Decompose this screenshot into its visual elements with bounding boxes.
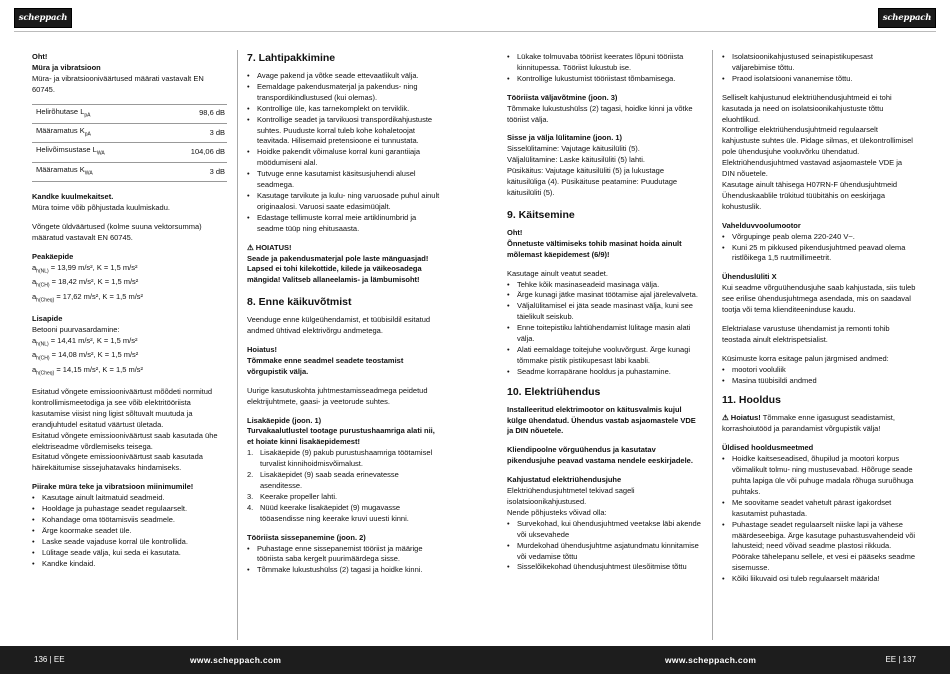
list-item: • Kohandage oma töötamisviis seadmele.: [32, 515, 227, 526]
list-item: • Me soovitame seadet vahetult pärast igakordset kasutamist puhastada.: [722, 498, 917, 520]
list-item: • Survekohad, kui ühendusjuhtmed veetakse läbi akende või uksevahede: [507, 519, 702, 541]
noise-value: 3 dB: [158, 124, 227, 143]
list-item: • Edastage tellimuste korral meie artiklinumbrid ja seadme tüüp ning ehitusaasta.: [247, 213, 442, 235]
general-maintenance-list: [722, 454, 917, 585]
column-divider: [237, 50, 238, 640]
noise-label: Helivõimsustase $L_{WA}$: [32, 143, 158, 162]
main-handle-title: Peakäepide: [32, 251, 74, 261]
noise-table: [32, 104, 227, 183]
list-item: • Kõiki liikuvaid osi tuleb regulaarselt määrida!: [722, 574, 917, 585]
vibration-value: $a_{h(CH)} = 18,42$ m/s², K = 1,5 m/s²: [32, 277, 139, 289]
list-item: • Tõmmake lukustushülss (2) tagasi ja hoidke kinni.: [247, 565, 442, 576]
column-2: [247, 52, 442, 584]
list-item: • Isolatsioonikahjustused seinapistikupesast väljarebimise tõttu.: [722, 52, 917, 74]
aux-handle-steps: [247, 448, 442, 524]
header-divider: [14, 31, 936, 32]
list-item: • Lükake tolmuvaba tööriist keerates lõpuni tööriista kinnitupessa. Tööriist lukustub ise.: [507, 52, 702, 74]
list-item: • mootori vooluliik: [722, 365, 917, 376]
vibration-value: $a_{h(Cheq)} = 17,62$ m/s², K = 1,5 m/s²: [32, 291, 144, 304]
list-item: • Laske seade vajaduse korral üle kontrollida.: [32, 537, 227, 548]
unpack-list: [247, 71, 442, 235]
aux-handle-bold: Turvakaalutlustel tootage purustushaamriga alati nii, et hoiate kinni lisakäepidemest!: [247, 426, 435, 447]
noise-label: Helirõhutase $L_{pA}$: [32, 104, 158, 123]
list-item: • Lülitage seade välja, kui seda ei kasutata.: [32, 548, 227, 559]
list-item: • Enne toitepistiku lahtiühendamist lülitage masin alati välja.: [507, 323, 702, 345]
electric-bold-1: Installeeritud elektrimootor on käitusvalmis kujul külge ühendatud. Ühendus vastab asjaomastele VDE ja DIN nõuetele.: [507, 404, 696, 436]
section-7-heading: 7. Lahtipakkimine: [247, 52, 336, 64]
connection-text: Kui seadme võrguühendusjuhe saab kahjustada, siis tuleb see erilise ühendusjuhtmega asendada, mis on saadaval tootja või tema klienditeeninduse kaudu.: [722, 283, 916, 315]
damage-continued-list: [722, 52, 917, 85]
insert-tool-list: [247, 544, 442, 577]
danger-title: Oht!: [32, 52, 48, 61]
list-item: • Avage pakend ja võtke seade ettevaatlikult välja.: [247, 71, 442, 82]
remove-tool-title: Tööriista väljavõtmine (joon. 3): [507, 92, 618, 102]
list-item: • Sisselõikekohad ühendusjuhtmest ülesõitmise tõttu: [507, 562, 702, 573]
column-divider: [712, 50, 713, 640]
limit-list: [32, 493, 227, 569]
aux-handle-values: [32, 336, 227, 379]
noise-value: 98,6 dB: [158, 104, 227, 123]
footer-bar: [0, 646, 950, 674]
list-item: • Kasutage ainult laitmatuid seadmeid.: [32, 493, 227, 504]
cable-text: Selliselt kahjustunud elektriühendusjuhtmeid ei tohi kasutada ja need on isolatsioonikahjustuste tõttu eluohtlikud. Kontrollige elektriühendusjuhtmeid regulaarselt kahjustuste suhtes üle. Pidage silmas, et ülekontrollimisel pole ühendusjuhe vooluvõrku ühendatud. Elektriühendusjuhtmed vastavad asjaomastele VDE ja DIN nõuetele. Kasutage ainult tähisega H07RN-F ühendusjuhtmeid Ühenduskaablile trükitud tüübitähis on eeskirjaga kohustuslik.: [722, 92, 913, 211]
column-1: [32, 52, 227, 578]
step-item: 3. Keerake propeller lahti.: [247, 491, 338, 501]
scheppach-logo: scheppach: [878, 8, 936, 28]
column-3: [507, 52, 702, 581]
danger-text: Õnnetuste vältimiseks tohib masinat hoida ainult mõlemast käepidemest (6/9)!: [507, 238, 682, 259]
warning-label: ⚠ HOIATUS!: [247, 242, 292, 252]
ear-protection-title: Kandke kuulmekaitset.: [32, 192, 114, 202]
section-10-heading: 10. Elektriühendus: [507, 385, 601, 398]
noise-vibration-title: Müra ja vibratsioon: [32, 62, 101, 72]
list-item: • Kasutage tarvikute ja kulu- ning varuosade puhul ainult originaalosi. Varuosi saate edasimüüjalt.: [247, 191, 442, 213]
list-item: • Tutvuge enne kasutamist käsitsusjuhendi alusel seadmega.: [247, 169, 442, 191]
connection-title: Ühenduslüliti X: [722, 272, 777, 282]
list-item: • Hooldage ja puhastage seadet regulaarselt.: [32, 504, 227, 515]
noise-value: 104,06 dB: [158, 143, 227, 162]
vibration-intro: Võngete üldväärtused (kolme suuna vektorsumma) määratud vastavalt EN 60745.: [32, 222, 202, 242]
aux-handle-title: Lisapide: [32, 314, 63, 323]
damaged-cable-text: Elektriühendusjuhtmetel tekivad sageli isolatsioonikahjustused. Nende põhjusteks võivad olla:: [507, 486, 635, 517]
use-list: [507, 280, 702, 378]
noise-intro: Müra- ja vibratsiooniväärtused määrati vastavalt EN 60745.: [32, 73, 204, 94]
maintenance-warning: [722, 413, 917, 435]
list-item: • Kandke kindaid.: [32, 559, 227, 570]
list-item: • Praod isolatsiooni vananemise tõttu.: [722, 74, 917, 85]
list-item: • Hoidke kaitseseadised, õhupilud ja mootori korpus võimalikult tolmu- ning mustusevabad. Hõõruge seade puhta lapiga üle või puhuge madala rõhuga suruõhuga puhtaks.: [722, 454, 917, 498]
left-page-number: 136 | EE: [34, 655, 65, 664]
list-item: • Murdekohad ühendusjuhtme asjatundmatu kinnitamise või vedamise tõttu: [507, 541, 702, 563]
switch-title: Sisse ja välja lülitamine (joon. 1): [507, 133, 623, 143]
insert-tool-title: Tööriista sissepanemine (joon. 2): [247, 532, 366, 542]
remove-tool-text: Tõmmake lukustushülss (2) tagasi, hoidke kinni ja võtke tööriist välja.: [507, 103, 693, 124]
list-item: • Alati eemaldage toitejuhe vooluvõrgust. Ärge kunagi tõmmake pistik pistikupesast läbi kaabli.: [507, 345, 702, 367]
list-item: • Võrgupinge peab olema 220-240 V~.: [722, 232, 917, 243]
section-11-heading: 11. Hooldus: [722, 394, 781, 407]
right-page-number: EE | 137: [885, 655, 916, 664]
noise-row: [32, 162, 227, 181]
step-item: 4. Nüüd keerake lisakäepidet (9) mugavasse tööasendisse ning keerake kruvi uuesti kinni.: [247, 502, 409, 523]
damaged-cable-title: Kahjustatud elektriühendusjuhe: [507, 475, 622, 485]
footer-url-right[interactable]: www.scheppach.com: [665, 655, 757, 665]
noise-label: Määramatus $K_{pA}$: [32, 124, 158, 143]
before-use-text: Veenduge enne külgeühendamist, et tüübisildil esitatud andmed ühtivad elektrivõrgu andmetega.: [247, 315, 431, 336]
list-item: • Kontrollige lukustumist tööriistast tõmbamisega.: [507, 74, 702, 85]
damaged-cable-list: [507, 519, 702, 574]
use-intro: Kasutage ainult veatut seadet.: [507, 268, 608, 278]
ask-list: [722, 365, 917, 387]
limit-title: Piirake müra teke ja vibratsioon miinimumile!: [32, 482, 194, 492]
warning2-title: Hoiatus!: [247, 345, 277, 355]
list-item: • Ärge kunagi jätke masinat töötamise ajal järelevalveta.: [507, 290, 702, 301]
list-item: • Puhastage seadet regulaarselt niiske lapi ja vähese määrdeseebiga. Ärge kasutage puhastusvahendeid või lahusteid; need võivad seadme plastosi rikkuda. Pöörake tähelepanu sellele, et vesi ei pääseks seadme sisemusse.: [722, 520, 917, 575]
emission-text: Esitatud võngete emissiooniväärtust mõõdeti normitud kontrollimismeetodiga ja see võib elektritööriista kasutamise viisist ning ligist sõltuvalt muutuda ja erandjuhtudel esitatud väärtust ületada. Esitatud võngete emissiooniväärtust saab kasutada ühe elektriseadme võrdlemiseks teisega. Esitatud võngete emissiooniväärtust saab kasutada häirekäitumise sissejuhatavaks hindamiseks.: [32, 387, 218, 473]
noise-row: [32, 143, 227, 162]
warning-text: Seade ja pakendusmaterjal pole laste mänguasjad! Lapsed ei tohi kilekottide, kilede ja väikeosadega mängida! Valitseb allaneelamis- ja lämbumisoht!: [247, 253, 429, 285]
switch-text: Sisselülitamine: Vajutage käitusilüliti (5). Väljalülitamine: Laske käitusilüliti (5) lahti. Püsikäitus: Vajutage käitusilüliti (5) ja lukustage käitusilüliga (4). Püsikäituse peatamine: Puudutage käitusilüliti (5).: [507, 144, 678, 197]
noise-label: Määramatus $K_{WA}$: [32, 162, 158, 181]
ac-motor-list: [722, 232, 917, 265]
section-9-heading: 9. Käitsemine: [507, 208, 575, 221]
list-item: • Kuni 25 m pikkused pikendusjuhtmed peavad olema ristlõikega 1,5 ruutmillimeetrit.: [722, 243, 917, 265]
main-handle-values: [32, 263, 227, 306]
scheppach-logo: scheppach: [14, 8, 72, 28]
warning-label: ⚠ Hoiatus!: [722, 413, 761, 423]
column-4: [722, 52, 917, 593]
warning2-text: Tõmmake enne seadmel seadete teostamist võrgupistik välja.: [247, 355, 404, 376]
list-item: • Eemaldage pakendusmaterjal ja pakendus- ning transpordikindlustused (kui olemas).: [247, 82, 442, 104]
aux-handle-section-title: Lisakäepide (joon. 1): [247, 415, 322, 425]
step-item: 2. Lisakäepidet (9) saab seada erinevatesse asenditesse.: [247, 470, 399, 490]
list-item: • Kontrollige üle, kas tarnekomplekt on terviklik.: [247, 104, 442, 115]
noise-value: 3 dB: [158, 162, 227, 181]
ask-text: Küsimuste korra esitage palun järgmised andmed:: [722, 353, 889, 363]
vibration-value: $a_{h(CH)} = 14,08$ m/s², K = 1,5 m/s²: [32, 350, 139, 362]
repair-text: Elektrialase varustuse ühendamist ja remonti tohib teostada ainult elektrispetsialist.: [722, 323, 890, 344]
list-item: • Masina tüübisildi andmed: [722, 376, 917, 387]
vibration-value: $a_{h(Cheq)} = 14,15$ m/s², K = 1,5 m/s²: [32, 364, 144, 377]
list-item: • Seadme korrapärane hooldus ja puhastamine.: [507, 367, 702, 378]
list-item: • Puhastage enne sissepanemist tööriist ja määrige tööriista saba kergelt puurimäärdega sisse.: [247, 544, 442, 566]
section-8-heading: 8. Enne käikuvõtmist: [247, 296, 352, 309]
list-item: • Ärge koormake seadet üle.: [32, 526, 227, 537]
noise-row: [32, 104, 227, 123]
list-item: • Tehke kõik masinaseadeid masinaga välja.: [507, 280, 702, 291]
vibration-value: $a_{h(NL)} = 13,99$ m/s², K = 1,5 m/s²: [32, 262, 138, 275]
vibration-value: $a_{h(NL)} = 14,41$ m/s², K = 1,5 m/s²: [32, 335, 138, 348]
list-item: • Hoidke pakendit võimaluse korral kuni garantiiaja möödumiseni alal.: [247, 147, 442, 169]
insert-continued-list: [507, 52, 702, 85]
electric-bold-2: Kliendipoolne võrguühendus ja kasutatav pikendusjuhe peavad vastama nendele eeskirjadele.: [507, 445, 693, 466]
list-item: • Väljalülitamisel ei jäta seade masinast välja, kuni see täielikult seiskub.: [507, 301, 702, 323]
ac-motor-title: Vahelduvvoolumootor: [722, 220, 801, 230]
step-item: 1. Lisakäepide (9) pakub purustushaamriga töötamisel turvalist kinnihoidmisvõimalust.: [247, 448, 433, 469]
list-item: • Kontrollige seadet ja tarvikuosi transpordikahjustuste suhtes. Puuduste korral tuleb kohe kohaletoojat teavitada. Hilisemaid pretensioone ei tunnustata.: [247, 115, 442, 148]
danger-title: Oht!: [507, 227, 523, 237]
general-maintenance-title: Üldised hooldusmeetmed: [722, 443, 814, 453]
maintenance-warning-text: Tõmmake enne igasugust seadistamist, korrashoiutööd ja parandamist võrgupistik välja!: [722, 413, 895, 434]
noise-row: [32, 124, 227, 143]
ear-protection-text: Müra toime võib põhjustada kuulmiskadu.: [32, 203, 170, 213]
footer-url-left[interactable]: www.scheppach.com: [190, 655, 282, 665]
aux-handle-sub: Betooni puurvasardamine:: [32, 324, 120, 334]
wire-check-text: Uurige kasutuskohta juhtmestamisseadmega peidetud elektrijuhtmete, gaasi- ja veetorude suhtes.: [247, 385, 428, 406]
